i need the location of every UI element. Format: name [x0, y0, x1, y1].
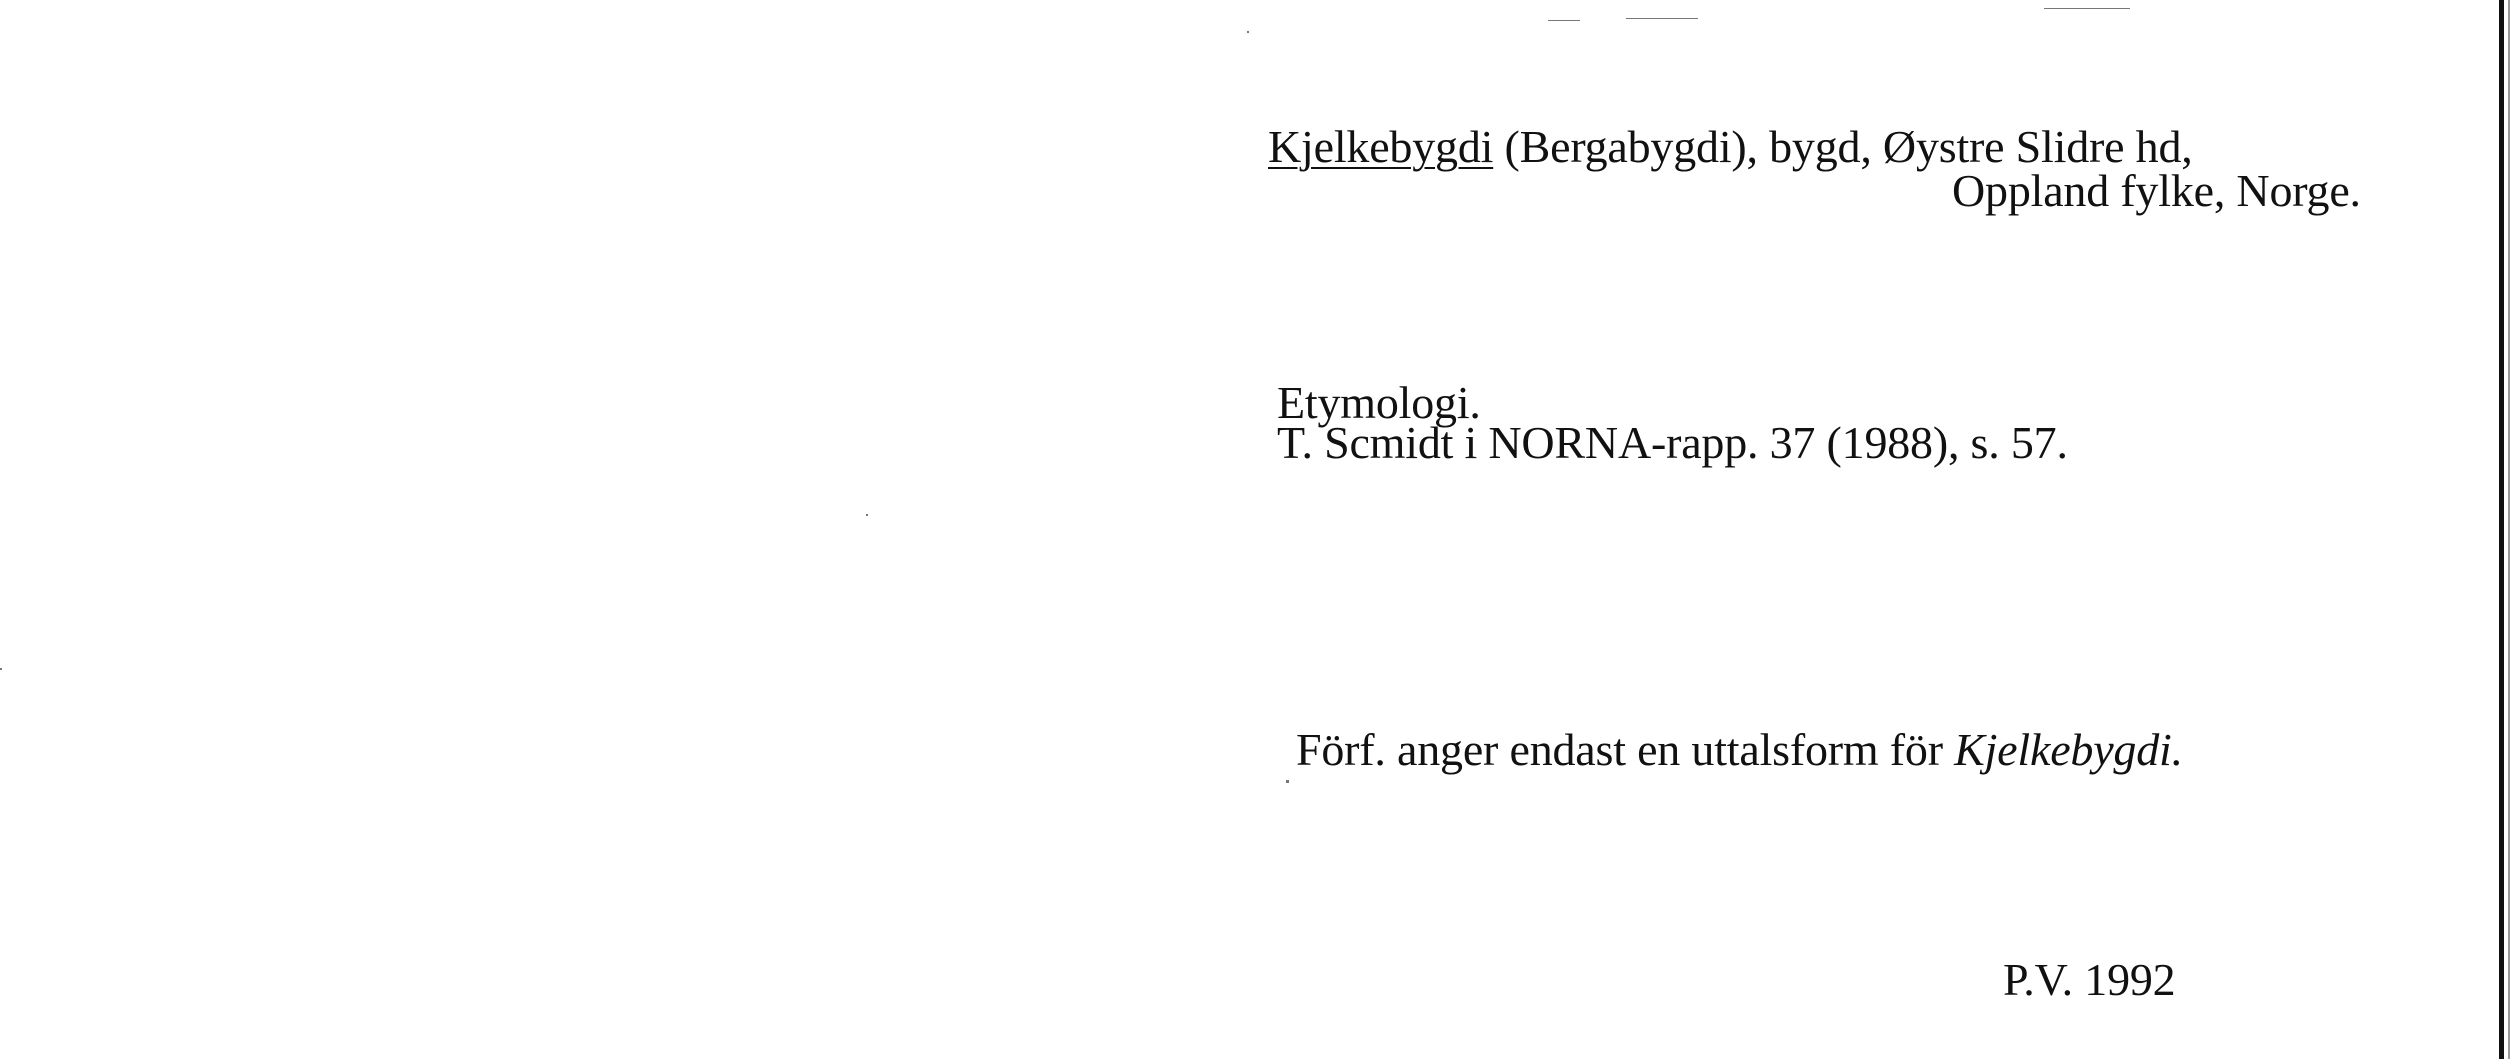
- section-title: Etymologi.: [1277, 377, 1481, 428]
- scan-speck: [866, 514, 868, 516]
- heading-details: (Bergabygdi), bygd, Øystre Slidre hd,: [1493, 121, 2193, 172]
- signature: P.V. 1992: [2003, 954, 2176, 1005]
- reference-line: T. Scmidt i NORNA-rapp. 37 (1988), s. 57.: [1277, 417, 2068, 468]
- card-edge-shadow: [2508, 0, 2510, 1059]
- card-heading-line-2: Oppland fylke, Norge.: [1952, 165, 2361, 216]
- scan-speck: [2044, 8, 2130, 9]
- note-text: Förf. anger endast en uttalsform för: [1296, 724, 1955, 775]
- scan-speck: [1626, 18, 1698, 19]
- scan-speck: [1548, 20, 1580, 21]
- note-line: [1296, 724, 2183, 775]
- headword: Kjelkebygdi: [1268, 121, 1494, 172]
- note-italic-name: Kjelkebygdi.: [1954, 724, 2183, 775]
- card-heading-line-1: [1268, 121, 2193, 172]
- scan-speck: [0, 668, 2, 670]
- scan-speck: [1286, 780, 1289, 783]
- scan-speck: [1247, 31, 1249, 33]
- card-right-edge: [2499, 0, 2504, 1059]
